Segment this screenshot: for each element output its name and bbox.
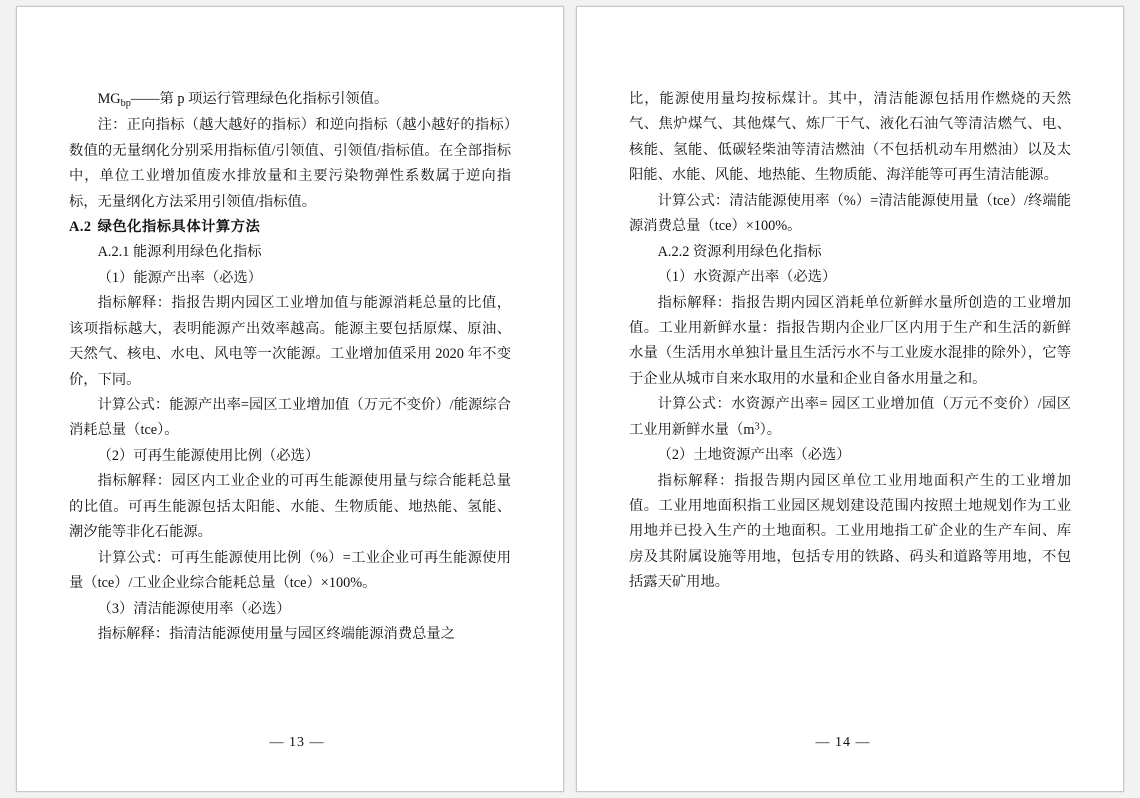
document-page-13	[16, 6, 564, 792]
formula-superscript: 3	[754, 421, 760, 433]
item-2-title: （2）可再生能源使用比例（必选）	[97, 447, 320, 464]
item-2-formula: 计算公式：可再生能源使用比例（%）=工业企业可再生能源使用量（tce）/工业企业综合能耗总量（tce）×100%。	[69, 549, 511, 592]
land-item-title: （2）土地资源产出率（必选）	[657, 447, 851, 464]
item-1-explanation: 指标解释：指报告期内园区工业增加值与能源消耗总量的比值，该项指标越大，表明能源产出效率越高。能源主要包括原煤、原油、天然气、核电、水电、风电等一次能源。工业增加值采用 2020 年不变价，下同。	[69, 295, 511, 388]
paragraph-note: 注：正向指标（越大越好的指标）和逆向指标（越小越好的指标）数值的无量纲化分别采用指标值/引领值、引领值/指标值。在全部指标中，单位工业增加值废水排放量和主要污染物弹性系数属于逆向指标，无量纲化方法采用引领值/指标值。	[69, 117, 511, 210]
page-number-right: — 14 —	[815, 735, 871, 750]
item-3-title: （3）清洁能源使用率（必选）	[97, 600, 291, 617]
water-item-explanation: 指标解释：指报告期内园区消耗单位新鲜水量所创造的工业增加值。工业用新鲜水量：指报告期内企业厂区内用于生产和生活的新鲜水量（生活用水单独计量且生活污水不与工业废水混排的除外），它等于企业从城市自来水取用的水量和企业自备水用量之和。	[629, 294, 1071, 387]
item-1-title: （1）能源产出率（必选）	[97, 269, 263, 286]
paragraph-continued: 比，能源使用量均按标煤计。其中，清洁能源包括用作燃烧的天然气、焦炉煤气、其他煤气、炼厂干气、液化石油气等清洁燃气、电、核能、氢能、低碳轻柴油等清洁燃油（不包括机动车用燃油）以及太阳能、水能、风能、地热能、生物质能、海洋能等可再生清洁能源。	[629, 91, 1071, 184]
water-item-formula	[629, 392, 1071, 443]
page-number-left: — 13 —	[269, 735, 325, 750]
item-1-formula: 计算公式：能源产出率=园区工业增加值（万元不变价）/能源综合消耗总量（tce）。	[69, 397, 511, 439]
definition-line	[69, 87, 511, 113]
symbol-mg: $MG_{bp}$	[97, 91, 131, 109]
page-14-body	[629, 87, 1071, 729]
document-page-14	[576, 6, 1124, 792]
subsection-heading-a21: A.2.1 能源利用绿色化指标	[97, 244, 262, 261]
formula-text-before: 计算公式：水资源产出率= 园区工业增加值（万元不变价）/园区工业用新鲜水量（m	[629, 396, 1071, 438]
subsection-heading-a22: A.2.2 资源利用绿色化指标	[657, 243, 822, 260]
item-3-formula: 计算公式：清洁能源使用率（%）=清洁能源使用量（tce）/终端能源消费总量（tce）×100%。	[629, 192, 1071, 235]
land-item-explanation: 指标解释：指报告期内园区单位工业用地面积产生的工业增加值。工业用地面积指工业园区规划建设范围内按照土地规划作为工业用地并已投入生产的土地面积。工业用地指工矿企业的生产车间、库房及其附属设施等用地，包括专用的铁路、码头和道路等用地，不包括露天矿用地。	[629, 472, 1071, 591]
item-2-explanation: 指标解释：园区内工业企业的可再生能源使用量与综合能耗总量的比值。可再生能源包括太阳能、水能、生物质能、地热能、氢能、潮汐能等非化石能源。	[69, 473, 511, 541]
section-title: 绿色化指标具体计算方法	[97, 218, 261, 235]
page-13-body	[69, 87, 511, 729]
water-item-title: （1）水资源产出率（必选）	[657, 269, 837, 286]
section-number: A.2	[69, 218, 92, 235]
item-3-explanation: 指标解释：指清洁能源使用量与园区终端能源消费总量之	[97, 625, 456, 642]
definition-text: ——第 p 项运行管理绿色化指标引领值。	[130, 91, 389, 107]
section-heading-a2	[69, 215, 511, 240]
formula-text-after: ）。	[759, 421, 782, 438]
